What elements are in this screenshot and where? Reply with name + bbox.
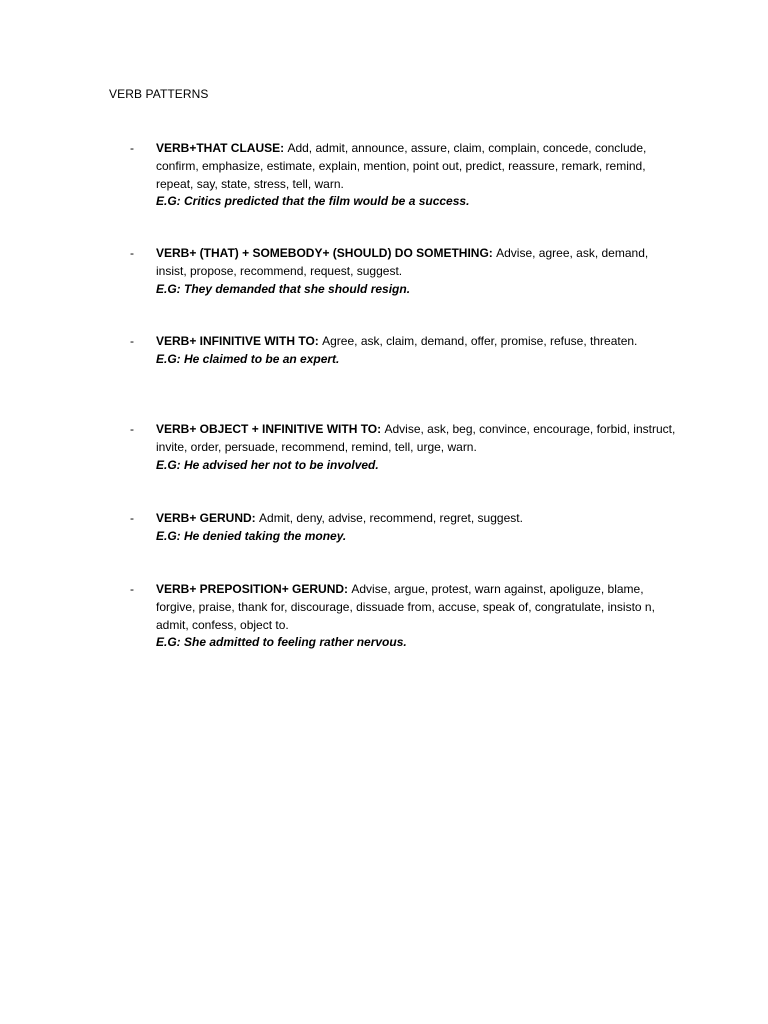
pattern-item-preposition-gerund [130,581,690,652]
pattern-heading: VERB+ OBJECT + INFINITIVE WITH TO: [156,422,385,436]
list-bullet: - [130,141,134,155]
pattern-heading: VERB+ PREPOSITION+ GERUND: [156,582,352,596]
pattern-example: E.G: He advised her not to be involved. [156,457,379,472]
pattern-item-infinitive-with-to [130,333,690,369]
pattern-body [156,510,676,546]
pattern-item-that-clause [130,140,690,211]
pattern-heading: VERB+THAT CLAUSE: [156,141,288,155]
pattern-example: E.G: He claimed to be an expert. [156,351,340,366]
pattern-verbs: Advise, agree, ask, demand, insist, propose, recommend, request, suggest. [156,246,649,278]
pattern-verbs: Agree, ask, claim, demand, offer, promise, refuse, threaten. [322,334,638,348]
pattern-example: E.G: He denied taking the money. [156,528,347,543]
pattern-verbs: Advise, ask, beg, convince, encourage, forbid, instruct, invite, order, persuade, recommend, remind, tell, urge, warn. [156,422,676,454]
page-title: VERB PATTERNS [109,87,209,101]
pattern-verbs: Advise, argue, protest, warn against, apoliguze, blame, forgive, praise, thank for, discourage, dissuade from, accuse, speak of, congratulate, insisto n, admit, confess, object to. [156,582,655,632]
pattern-heading: VERB+ INFINITIVE WITH TO: [156,334,323,348]
pattern-body [156,421,676,474]
pattern-body [156,581,676,652]
pattern-verbs: Admit, deny, advise, recommend, regret, suggest. [259,511,523,525]
pattern-item-object-infinitive [130,421,690,474]
pattern-heading: VERB+ GERUND: [156,511,260,525]
pattern-heading: VERB+ (THAT) + SOMEBODY+ (SHOULD) DO SOMETHING: [156,246,497,260]
pattern-verbs: Add, admit, announce, assure, claim, complain, concede, conclude, confirm, emphasize, estimate, explain, mention, point out, predict, reassure, remark, remind, repeat, say, state, stress, tell, warn. [156,141,647,191]
pattern-example: E.G: She admitted to feeling rather nervous. [156,635,407,650]
pattern-body [156,333,676,369]
pattern-item-gerund [130,510,690,546]
pattern-example: E.G: Critics predicted that the film would be a success. [156,194,470,209]
list-bullet: - [130,422,134,436]
list-bullet: - [130,246,134,260]
pattern-body [156,140,676,211]
pattern-item-that-somebody-should [130,245,690,298]
list-bullet: - [130,511,134,525]
pattern-example: E.G: They demanded that she should resign. [156,281,411,296]
list-bullet: - [130,582,134,596]
pattern-body [156,245,676,298]
list-bullet: - [130,334,134,348]
